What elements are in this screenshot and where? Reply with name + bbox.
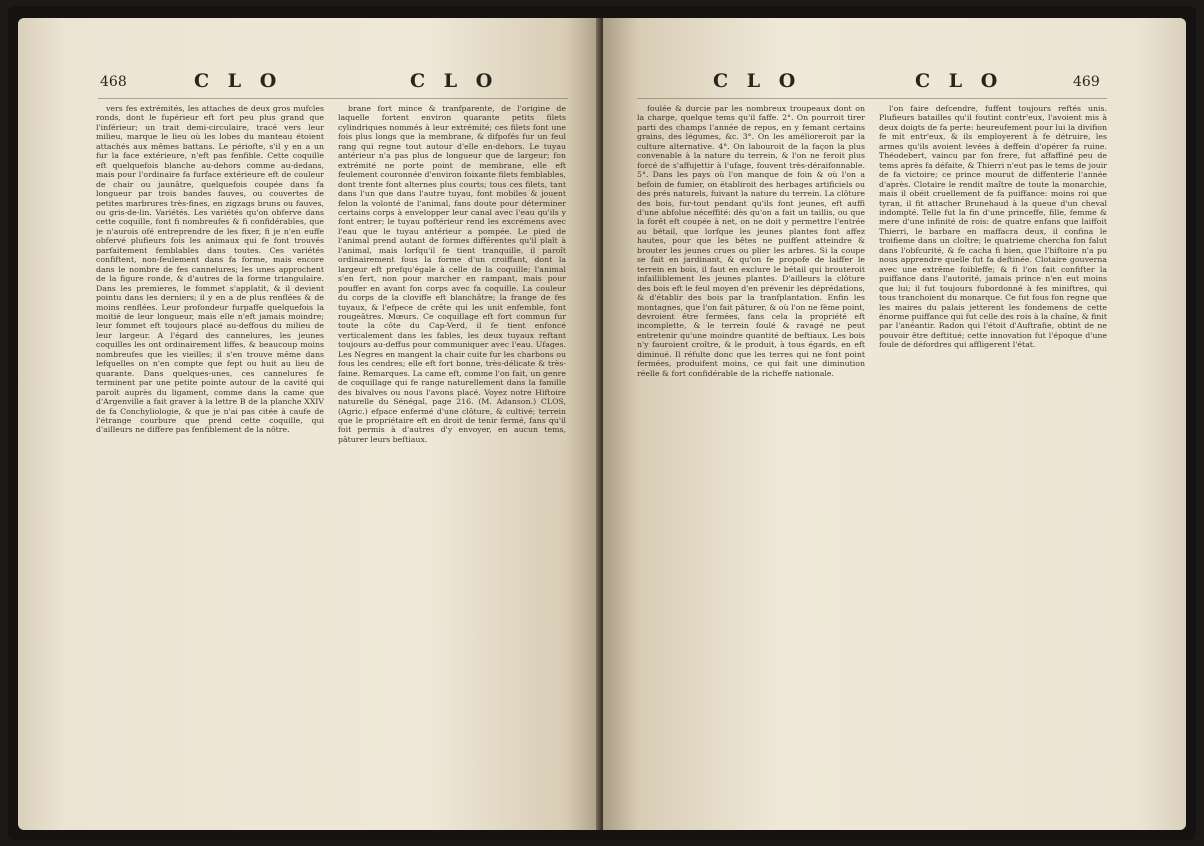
text-columns: [637, 104, 1107, 804]
header-rule: [637, 98, 1107, 99]
running-head: C L O: [915, 70, 1004, 92]
body-text: brane fort mince & tranfparente, de l'origine de laquelle fortent environ quarante petits filets cylindriques nommés à leur extrémité; ces filets font une fois plus longs que la membrane, & difpofés fur un feul rang qui regne tout autour d'elle en-dehors. Le tuyau antérieur n'a pas plus de longueur que de largeur; fon extrémité ne porte point de membrane, elle eft feulement couronnée d'environ foixante filets femblables, dont trente font alternes plus courts; tous ces filets, tant dans l'un que dans l'autre tuyau, font mobiles & jouent felon la volonté de l'animal, fans doute pour déterminer certains corps à envelopper leur canal avec l'eau qu'ils y font entrer; le tuyau poftérieur rend les excrémens avec l'eau que le tuyau antérieur a pompée. Le pied de l'animal prend autant de formes différentes qu'il plaît à l'animal, mais lorfqu'il fe tient tranquille, il paroît ordinairement fous la forme d'un croiffant, dont la largeur eft prefqu'égale à celle de la coquille; l'animal s'en fert, non pour marcher en rampant, mais pour pouffer en avant fon corps avec fa coquille. La couleur du corps de la cloviffe eft blanchâtre; la frange de fes tuyaux, & l'efpece de crête qui les unit enfemble, font rougeâtres. Mœurs. Ce coquillage eft fort commun fur toute la côte du Cap-Verd, il fe tient enfoncé verticalement dans les fables, les deux tuyaux reftant toujours au-deffus pour communiquer avec l'eau. Ufages. Les Negres en mangent la chair cuite fur les charbons ou fous les cendres; elle eft fort bonne, très-délicate & très-faine. Remarques. La came eft, comme l'on fait, un genre de coquillage qui fe range naturellement dans la famille des bivalves ou nous l'avons placé. Voyez notre Hiftoire naturelle du Sénégal, page 216. (M. Adanson.) CLOS, (Agric.) efpace enfermé d'une clôture, & cultivé; terrein que le propriétaire eft en droit de tenir fermé, fans qu'il foit permis à d'autres d'y envoyer, en aucun tems, pâturer leurs beftiaux.: [338, 104, 566, 444]
text-column: [637, 104, 865, 804]
body-text: foulée & durcie par les nombreux troupeaux dont on la charge, quelque tems qu'il faffe. 2°. On pourroit tirer parti des champs l'année de repos, en y femant certains grains, des légumes, &c. 3°. On les amélioreroit par la culture alternative. 4°. On labouroit de la façon la plus convenable à la nature du terrein, & l'on ne feroit plus forcé de s'affujettir à l'ufage, fouvent très-déraifonnable. 5°. Dans les pays où l'on manque de foin & où l'on a befoin de fumier, on établiroit des herbages artificiels ou des prés naturels, fuivant la nature du terrein. La clôture des bois, fur-tout pendant qu'ils font jeunes, eft auffi d'une abfolue néceffité: dès qu'on a fait un taillis, ou que la forêt eft coupée à net, on ne doit y permettre l'entrée au bétail, que lorfque les jeunes plantes font affez hautes, pour que les bêtes ne puiffent atteindre & brouter les jeunes crues ou plier les arbres. Si la coupe se fait en jardinant, & qu'on fe propofe de laiffer le terrein en bois, il faut en exclure le bétail qui brouteroit infailliblement les jeunes plantes. D'ailleurs la clôture des bois eft le feul moyen d'en prévenir les déprédations, & d'établir des bois par la tranfplantation. Enfin les montagnes, que l'on fait pâturer, & où l'on ne fème point, devroient être fermées, fans cela la propriété eft incomplette, & le terrein foulé & ravagé ne peut entretenir qu'une moindre quantité de beftiaux. Les bois n'y fauroient croître, & le produit, à tous égards, en eft diminué. Il réfulte donc que les terres qui ne font point fermées, produifent moins, ce qui fait une diminution réelle & fort confidérable de la richeffe nationale.: [637, 104, 865, 378]
left-page: [18, 18, 601, 830]
text-column: [879, 104, 1107, 804]
running-head: C L O: [410, 70, 499, 92]
body-text: vers fes extrémités, les attaches de deux gros mufcles ronds, dont le fupérieur eft fort peu plus grand que l'inférieur; un trait demi-circulaire, tracé vers leur milieu, marque le lieu où les lobes du manteau étoient attachés aux mêmes battans. Le périofte, s'il y en a un fur la face extérieure, n'eft pas fenfible. Cette coquille eft quelquefois blanche au-dehors comme au-dedans, mais pour l'ordinaire fa furface extérieure eft de couleur de chair ou jaunâtre, quelquefois coupée dans fa longueur par trois bandes fauves, ou couvertes de petites marbrures très-fines, en zigzags bruns ou fauves, ou gris-de-lin. Variétés. Les variétés qu'on obferve dans cette coquille, font fi nombreufes & fi confidérables, que je n'aurois ofé entreprendre de les fixer, fi je n'en euffe obfervé plufieurs fois les animaux qui fe font trouvés parfaitement femblables dans toutes. Ces variétés confiftent, non-feulement dans fa forme, mais encore dans le nombre de fes cannelures; les unes approchent de la figure ronde, & d'autres de la forme triangulaire. Dans les premieres, le fommet s'applatit, & il devient pointu dans les derniers; il y en a de plus renflées & de moins renflées. Leur profondeur furpaffe quelquefois la moitié de leur longueur, mais elle n'eft jamais moindre; leur fommet eft toujours placé au-deffous du milieu de leur largeur. A l'égard des cannelures, les jeunes coquilles les ont ordinairement liffes, & beaucoup moins nombreufes que les vieilles; il s'en trouve même dans lefquelles on n'en compte que fept ou huit au lieu de quarante. Dans quelques-unes, ces cannelures fe terminent par une petite pointe autour de la cavité qui paroît auprès du ligament, comme dans la came que d'Argenville a fait graver à la lettre B de la planche XXIV de fa Conchyliologie, & que je n'ai pas citée à caufe de l'étrange courbure que prend cette coquille, qui d'ailleurs ne differe pas fenfiblement de la nôtre.: [96, 104, 324, 435]
open-book: [8, 6, 1196, 840]
page-number: 469: [1073, 74, 1100, 90]
header-rule: [98, 98, 568, 99]
text-columns: [96, 104, 566, 804]
page-number: 468: [100, 74, 127, 90]
body-text: l'on faire defcendre, fuffent toujours reftés unis. Plufieurs batailles qu'il foutint contr'eux, l'avoient mis à deux doigts de fa perte: heureufement pour lui la divifion fe mit entr'eux, & ils employerent à fe détruire, les armes qu'ils avoient levées à deffein d'opérer fa ruine. Théodebert, vaincu par fon frere, fut affaffiné peu de tems après fa défaite, & Thierri n'eut pas le tems de jouir de fa victoire; ce prince mourut de diffenterie l'année d'après. Clotaire le rendit maître de toute la monarchie, mais il obéit cruellement de fa puiffance: moins roi que tyran, il fit attacher Brunehaud à la queue d'un cheval indompté. Telle fut la fin d'une princeffe, fille, femme & mere d'une infinité de rois: de quatre enfans que laiffoit Thierri, le barbare en maffacra deux, il confina le troifieme dans un cloître; le quatrieme chercha fon falut dans l'obfcurité, & fe cacha fi bien, que l'hiftoire n'a pu nous apprendre quelle fut fa deftinée. Clotaire gouverna avec une extrême foibleffe; & fi l'on fait confifter la puiffance dans l'autorité, jamais prince n'en eut moins que lui; il fut toujours fubordonné à fes miniftres, qui tous tranchoient du monarque. Ce fut fous fon regne que les maires du palais jetterent les fondemens de cette énorme puiffance qui fut celle des rois à la chaîne, & finit par l'anéantir. Radon qui l'étoit d'Auftrafie, obtint de ne pouvoir être deftitué; cette innovation fut l'époque d'une foule de défordres qui affligerent l'état.: [879, 104, 1107, 350]
text-column: [338, 104, 566, 804]
running-head: C L O: [713, 70, 802, 92]
running-head: C L O: [194, 70, 283, 92]
right-page: [603, 18, 1186, 830]
text-column: [96, 104, 324, 804]
